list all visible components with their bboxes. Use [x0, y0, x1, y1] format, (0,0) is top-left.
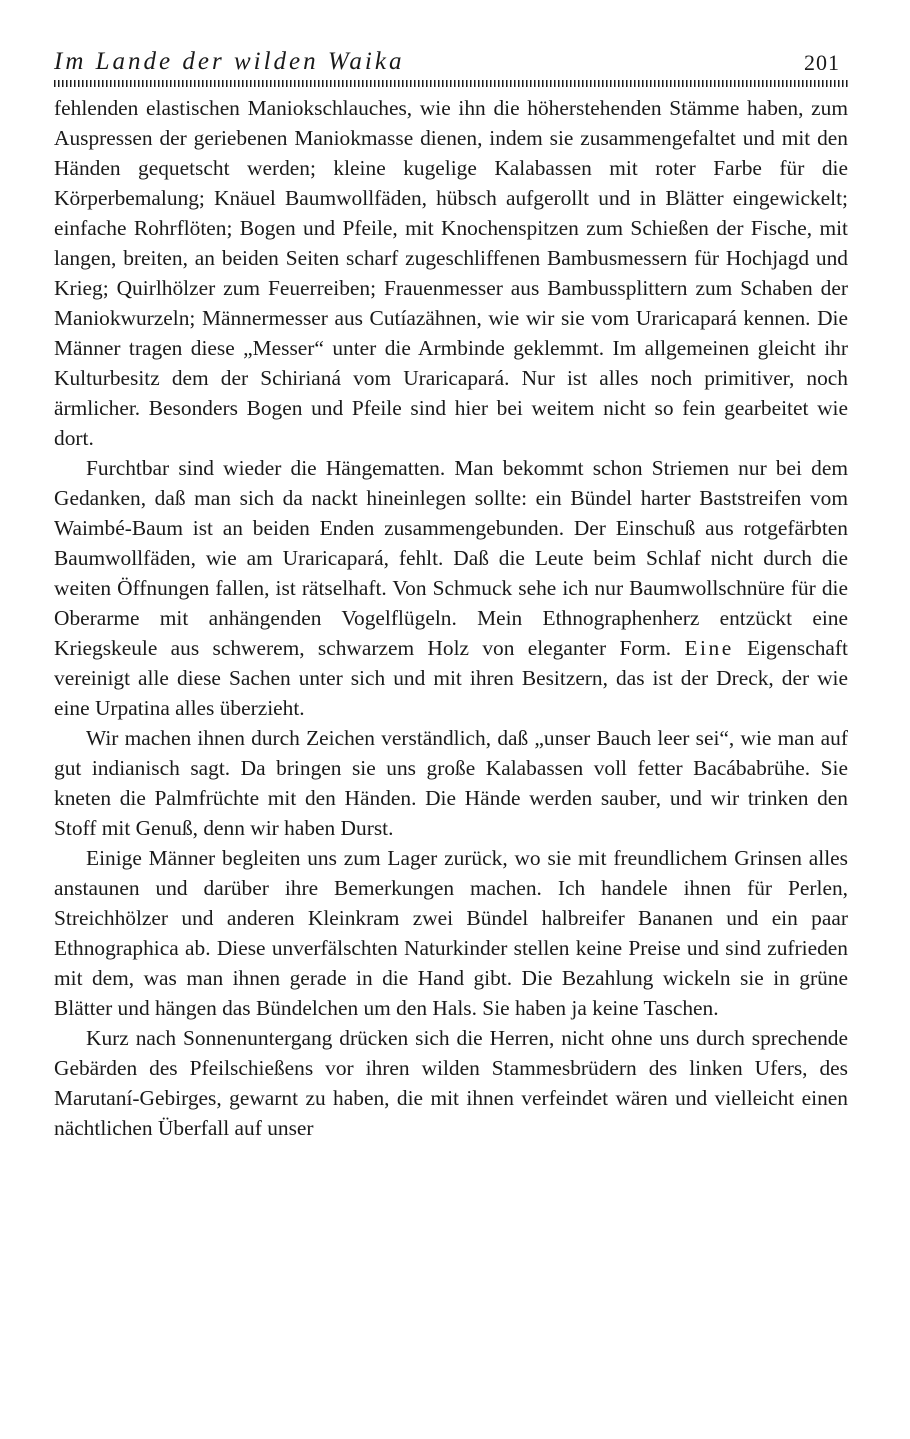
header-rule — [54, 80, 848, 87]
paragraph-2 — [54, 453, 848, 723]
paragraph-5: Kurz nach Sonnenuntergang drücken sich die Herren, nicht ohne uns durch sprechende Gebärden des Pfeilschießens vor ihren wilden Stammesbrüdern des linken Ufers, des Marutaní-Gebirges, gewarnt zu haben, die mit ihnen verfeindet wären und vielleicht einen nächtlichen Überfall auf unser — [54, 1026, 848, 1140]
emphasis-spaced: Eine — [684, 636, 734, 660]
paragraph-2-rest: Eigenschaft vereinigt alle diese Sachen unter sich und mit ihren Besitzern, das ist der Dreck, der wie eine Urpatina alles überzieht. — [54, 636, 848, 720]
body-text — [54, 93, 848, 1143]
paragraph-1: fehlenden elastischen Maniokschlauches, wie ihn die höherstehenden Stämme haben, zum Auspressen der geriebenen Maniokmasse dienen, indem sie zusammengefaltet und mit den Händen gequetscht werden; kleine kugelige Kalabassen mit roter Farbe für die Körperbemalung; Knäuel Baumwollfäden, hübsch aufgerollt und in Blätter eingewickelt; einfache Rohrflöten; Bogen und Pfeile, mit Knochenspitzen zum Schießen der Fische, mit langen, breiten, an beiden Seiten scharf zugeschliffenen Bambusmessern für Hochjagd und Krieg; Quirlhölzer zum Feuerreiben; Frauenmesser aus Bambussplittern zum Schaben der Maniokwurzeln; Männermesser aus Cutíazähnen, wie wir sie vom Uraricapará kennen. Die Männer tragen diese „Messer“ unter die Armbinde geklemmt. Im allgemeinen gleicht ihr Kulturbesitz dem der Schirianá vom Uraricapará. Nur ist alles noch primitiver, noch ärmlicher. Besonders Bogen und Pfeile sind hier bei weitem nicht so fein gearbeitet wie dort. — [54, 96, 848, 450]
paragraph-2-text: Furchtbar sind wieder die Hängematten. Man bekommt schon Striemen nur bei dem Gedanken, daß man sich da nackt hineinlegen sollte: ein Bündel harter Baststreifen vom Waimbé-Baum ist an beiden Enden zusammengebunden. Der Einschuß aus rotgefärbten Baumwollfäden, wie am Uraricapará, fehlt. Daß die Leute beim Schlaf nicht durch die weiten Öffnungen fallen, ist rätselhaft. Von Schmuck sehe ich nur Baumwollschnüre für die Oberarme mit anhängenden Vogelflügeln. Mein Ethnographenherz entzückt eine Kriegskeule aus schwerem, schwarzem Holz von eleganter Form. — [54, 456, 848, 660]
running-header — [54, 44, 848, 74]
book-page — [54, 44, 848, 1143]
paragraph-4: Einige Männer begleiten uns zum Lager zurück, wo sie mit freundlichem Grinsen alles anstaunen und darüber ihre Bemerkungen machen. Ich handele ihnen für Perlen, Streichhölzer und anderen Kleinkram zwei Bündel halbreifer Bananen und ein paar Ethnographica ab. Diese unverfälschten Naturkinder stellen keine Preise und sind zufrieden mit dem, was man ihnen gerade in die Hand gibt. Die Bezahlung wickeln sie in grüne Blätter und hängen das Bündelchen um den Hals. Sie haben ja keine Taschen. — [54, 846, 848, 1020]
running-title: Im Lande der wilden Waika — [54, 48, 405, 75]
paragraph-3: Wir machen ihnen durch Zeichen verständlich, daß „unser Bauch leer sei“, wie man auf gut indianisch sagt. Da bringen sie uns große Kalabassen voll fetter Bacábabrühe. Sie kneten die Palmfrüchte mit den Händen. Die Hände werden sauber, und wir trinken den Stoff mit Genuß, denn wir haben Durst. — [54, 726, 848, 840]
page-number: 201 — [804, 50, 840, 75]
